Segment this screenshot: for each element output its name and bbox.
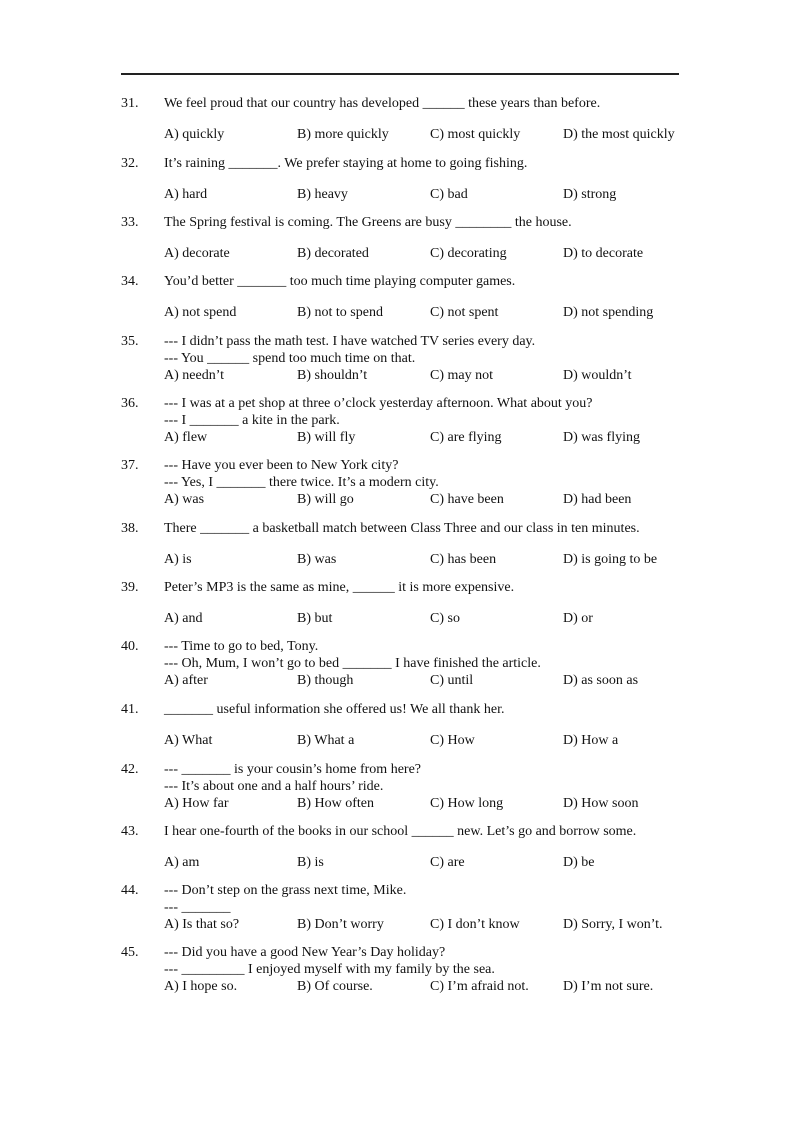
answer-options — [164, 672, 691, 690]
option-d: D) wouldn’t — [563, 368, 632, 383]
question-body — [164, 521, 691, 569]
question-body — [164, 458, 691, 509]
question-number: 42. — [121, 762, 139, 777]
option-d: D) was flying — [563, 430, 640, 445]
answer-options — [164, 126, 691, 144]
question-body — [164, 396, 691, 447]
option-c: C) are flying — [430, 430, 502, 445]
option-a: A) not spend — [164, 305, 237, 320]
option-d: D) not spending — [563, 305, 654, 320]
question-stem: --- Time to go to bed, Tony. — [164, 639, 319, 654]
option-d: D) How a — [563, 733, 619, 748]
question-stem: Peter’s MP3 is the same as mine, ______ it is more expensive. — [164, 580, 515, 595]
question-body — [164, 96, 691, 144]
option-c: C) I’m afraid not. — [430, 979, 529, 994]
question-body — [164, 945, 691, 996]
option-c: C) may not — [430, 368, 493, 383]
option-d: D) be — [563, 855, 595, 870]
option-d: D) had been — [563, 492, 632, 507]
question-number: 37. — [121, 458, 139, 473]
question-body — [164, 762, 691, 813]
question-body — [164, 824, 691, 872]
question-stem: The Spring festival is coming. The Greens are busy ________ the house. — [164, 215, 572, 230]
answer-options — [164, 304, 691, 322]
option-a: A) after — [164, 673, 208, 688]
question-dialogue-line: --- _______ — [164, 899, 231, 915]
option-d: D) How soon — [563, 796, 639, 811]
question-number: 34. — [121, 274, 139, 289]
option-b: B) heavy — [297, 187, 348, 202]
question-dialogue-line: --- I _______ a kite in the park. — [164, 412, 340, 428]
option-d: D) the most quickly — [563, 127, 675, 142]
option-a: A) needn’t — [164, 368, 224, 383]
option-b: B) not to spend — [297, 305, 383, 320]
answer-options — [164, 854, 691, 872]
question-dialogue-line: --- Yes, I _______ there twice. It’s a modern city. — [164, 474, 439, 490]
question-body — [164, 334, 691, 385]
question-body — [164, 215, 691, 263]
option-c: C) I don’t know — [430, 917, 520, 932]
question-number: 39. — [121, 580, 139, 595]
option-a: A) and — [164, 611, 203, 626]
option-a: A) am — [164, 855, 200, 870]
question-number: 40. — [121, 639, 139, 654]
question-number: 41. — [121, 702, 139, 717]
option-a: A) flew — [164, 430, 208, 445]
question-body — [164, 883, 691, 934]
option-d: D) as soon as — [563, 673, 639, 688]
question-stem: --- Don’t step on the grass next time, Mike. — [164, 883, 407, 898]
option-a: A) I hope so. — [164, 979, 238, 994]
answer-options — [164, 610, 691, 628]
option-b: B) will go — [297, 492, 354, 507]
option-a: A) What — [164, 733, 213, 748]
question-stem: --- I didn’t pass the math test. I have watched TV series every day. — [164, 334, 536, 349]
option-a: A) quickly — [164, 127, 225, 142]
question-number: 35. — [121, 334, 139, 349]
option-b: B) was — [297, 552, 337, 567]
question-stem: _______ useful information she offered us! We all thank her. — [164, 702, 505, 717]
top-rule — [121, 73, 679, 75]
option-b: B) Of course. — [297, 979, 373, 994]
option-c: C) so — [430, 611, 460, 626]
question-stem: It’s raining _______. We prefer staying at home to going fishing. — [164, 156, 528, 171]
option-a: A) was — [164, 492, 205, 507]
question-stem: There _______ a basketball match between Class Three and our class in ten minutes. — [164, 521, 640, 536]
option-a: A) is — [164, 552, 192, 567]
option-a: A) How far — [164, 796, 229, 811]
option-b: B) more quickly — [297, 127, 389, 142]
question-body — [164, 580, 691, 628]
question-stem: --- Have you ever been to New York city? — [164, 458, 399, 473]
option-d: D) I’m not sure. — [563, 979, 654, 994]
option-d: D) to decorate — [563, 246, 644, 261]
option-c: C) until — [430, 673, 474, 688]
option-b: B) What a — [297, 733, 355, 748]
answer-options — [164, 795, 691, 813]
option-b: B) Don’t worry — [297, 917, 384, 932]
option-a: A) decorate — [164, 246, 230, 261]
question-number: 33. — [121, 215, 139, 230]
option-c: C) How long — [430, 796, 504, 811]
question-number: 44. — [121, 883, 139, 898]
answer-options — [164, 186, 691, 204]
option-c: C) are — [430, 855, 465, 870]
option-b: B) is — [297, 855, 324, 870]
question-stem: --- _______ is your cousin’s home from here? — [164, 762, 421, 777]
option-b: B) but — [297, 611, 333, 626]
answer-options — [164, 367, 691, 385]
question-stem: I hear one-fourth of the books in our school ______ new. Let’s go and borrow some. — [164, 824, 637, 839]
option-a: A) hard — [164, 187, 208, 202]
question-number: 32. — [121, 156, 139, 171]
question-body — [164, 274, 691, 322]
answer-options — [164, 491, 691, 509]
question-dialogue-line: --- It’s about one and a half hours’ ride. — [164, 778, 384, 794]
question-stem: You’d better _______ too much time playing computer games. — [164, 274, 516, 289]
question-stem: We feel proud that our country has developed ______ these years than before. — [164, 96, 601, 111]
option-b: B) How often — [297, 796, 374, 811]
question-body — [164, 156, 691, 204]
option-c: C) has been — [430, 552, 497, 567]
question-number: 36. — [121, 396, 139, 411]
option-c: C) decorating — [430, 246, 507, 261]
option-b: B) decorated — [297, 246, 369, 261]
question-number: 43. — [121, 824, 139, 839]
option-c: C) not spent — [430, 305, 499, 320]
option-b: B) shouldn’t — [297, 368, 368, 383]
option-d: D) or — [563, 611, 593, 626]
question-body — [164, 702, 691, 750]
question-number: 38. — [121, 521, 139, 536]
answer-options — [164, 978, 691, 996]
question-stem: --- Did you have a good New Year’s Day holiday? — [164, 945, 446, 960]
question-body — [164, 639, 691, 690]
question-number: 31. — [121, 96, 139, 111]
question-dialogue-line: --- Oh, Mum, I won’t go to bed _______ I have finished the article. — [164, 655, 541, 671]
answer-options — [164, 245, 691, 263]
question-stem: --- I was at a pet shop at three o’clock yesterday afternoon. What about you? — [164, 396, 593, 411]
option-b: B) will fly — [297, 430, 356, 445]
question-dialogue-line: --- You ______ spend too much time on that. — [164, 350, 416, 366]
option-d: D) is going to be — [563, 552, 658, 567]
option-a: A) Is that so? — [164, 917, 240, 932]
option-c: C) most quickly — [430, 127, 521, 142]
answer-options — [164, 916, 691, 934]
option-c: C) have been — [430, 492, 504, 507]
question-dialogue-line: --- _________ I enjoyed myself with my family by the sea. — [164, 961, 495, 977]
option-d: D) Sorry, I won’t. — [563, 917, 663, 932]
answer-options — [164, 429, 691, 447]
question-number: 45. — [121, 945, 139, 960]
option-d: D) strong — [563, 187, 617, 202]
answer-options — [164, 732, 691, 750]
option-b: B) though — [297, 673, 354, 688]
answer-options — [164, 551, 691, 569]
option-c: C) How — [430, 733, 475, 748]
option-c: C) bad — [430, 187, 468, 202]
